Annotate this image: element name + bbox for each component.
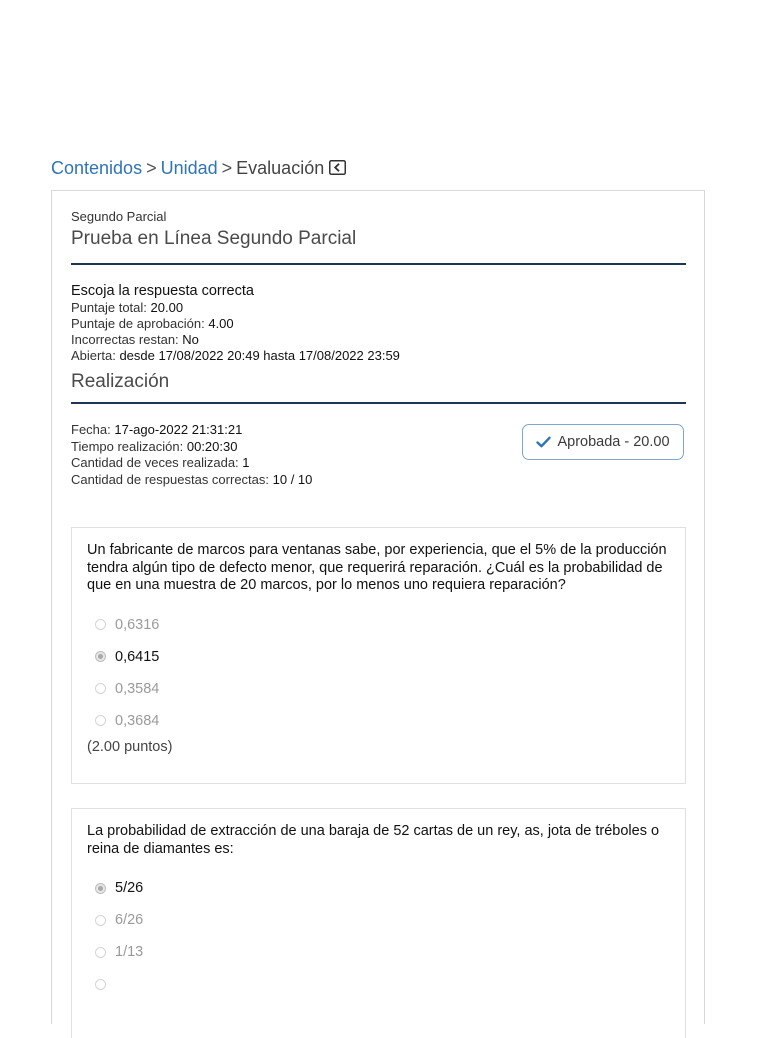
radio-button[interactable]: [95, 915, 106, 926]
evaluation-panel: [51, 190, 705, 1024]
answer-option[interactable]: [87, 673, 670, 705]
answer-option[interactable]: [87, 968, 670, 1000]
answer-option-selected[interactable]: [87, 641, 670, 673]
answer-options: [87, 872, 670, 1000]
answer-option[interactable]: [87, 904, 670, 936]
question-card: [71, 808, 686, 1038]
attempt-date-label: Fecha:: [71, 422, 111, 437]
option-label: 0,6415: [115, 648, 160, 665]
answer-options: [87, 609, 670, 737]
attempt-time-value: 00:20:30: [186, 438, 238, 454]
option-label: 5/26: [115, 880, 144, 897]
question-text: Un fabricante de marcos para ventanas sabe, por experiencia, que el 5% de la producción tendra algún tipo de defecto menor, que requerirá reparación. ¿Cuál es la probabilidad de que en una muestra de 20 marcos, por lo menos uno requiera reparación?: [87, 542, 667, 594]
answer-option[interactable]: [87, 609, 670, 641]
answer-option[interactable]: [87, 705, 670, 737]
status-badge-label: Aprobada - 20.00: [557, 434, 670, 450]
answer-option[interactable]: [87, 936, 670, 968]
pass-score-label: Puntaje de aprobación:: [71, 316, 205, 331]
pass-score-value: 4.00: [208, 316, 234, 331]
open-window-label: Abierta:: [71, 348, 116, 363]
option-label: 0,3584: [115, 680, 160, 697]
correct-answers-row: [71, 472, 686, 489]
radio-button-checked[interactable]: [95, 651, 106, 662]
penalty-value: No: [182, 332, 199, 347]
open-window-row: [71, 348, 686, 364]
penalty-row: [71, 332, 686, 348]
radio-button[interactable]: [95, 683, 106, 694]
attempt-section-title: Realización: [71, 371, 170, 392]
question-card: [71, 527, 686, 784]
option-label: 6/26: [115, 912, 144, 929]
attempt-count-value: 1: [242, 455, 250, 470]
title-divider: [71, 263, 686, 265]
breadcrumb-separator: >: [146, 158, 157, 178]
option-label: 0,6316: [115, 616, 160, 633]
collapse-left-icon[interactable]: [329, 159, 346, 180]
penalty-label: Incorrectas restan:: [71, 332, 179, 347]
option-label: 1/13: [115, 944, 144, 961]
correct-answers-value: 10 / 10: [272, 471, 313, 487]
breadcrumb-current: Evaluación: [236, 158, 325, 178]
attempt-date-value: 17-ago-2022 21:31:21: [114, 422, 243, 437]
answer-option-selected[interactable]: [87, 872, 670, 904]
total-score-label: Puntaje total:: [71, 300, 147, 315]
question-points: (2.00 puntos): [87, 738, 173, 755]
breadcrumb-link-contenidos[interactable]: Contenidos: [51, 158, 143, 178]
exam-title: Prueba en Línea Segundo Parcial: [71, 228, 357, 249]
attempt-time-label: Tiempo realización:: [71, 438, 184, 454]
radio-button[interactable]: [95, 619, 106, 630]
status-badge: [522, 424, 684, 460]
pass-score-row: [71, 316, 686, 332]
total-score-value: 20.00: [150, 300, 184, 315]
attempt-count-label: Cantidad de veces realizada:: [71, 455, 239, 470]
radio-button[interactable]: [95, 715, 106, 726]
radio-button[interactable]: [95, 947, 106, 958]
exam-info: [71, 283, 686, 364]
exam-eyebrow: Segundo Parcial: [71, 209, 167, 224]
exam-instructions: Escoja la respuesta correcta: [71, 283, 254, 299]
total-score-row: [71, 300, 686, 316]
breadcrumb: [51, 158, 346, 180]
radio-button[interactable]: [95, 979, 106, 990]
breadcrumb-separator: >: [221, 158, 233, 178]
section-divider: [71, 402, 686, 404]
radio-button-checked[interactable]: [95, 883, 106, 894]
question-text: La probabilidad de extracción de una baraja de 52 cartas de un rey, as, jota de tréboles o reina de diamantes es:: [87, 823, 660, 857]
check-icon: [536, 436, 551, 448]
option-label: 0,3684: [115, 712, 160, 729]
correct-answers-label: Cantidad de respuestas correctas:: [71, 471, 269, 487]
open-window-value: desde 17/08/2022 20:49 hasta 17/08/2022 23:59: [119, 348, 400, 363]
breadcrumb-link-unidad[interactable]: Unidad: [160, 158, 218, 178]
